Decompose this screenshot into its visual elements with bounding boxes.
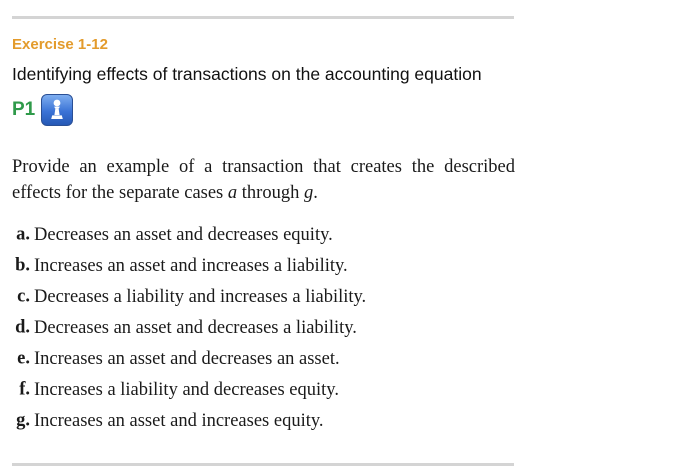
prompt-text-before: Provide an example of a transaction that creates the described effects for the separate cases <box>12 157 515 203</box>
list-item: d. Decreases an asset and decreases a liability. <box>15 317 357 338</box>
list-item: b. Increases an asset and increases a liability. <box>15 255 348 276</box>
learning-objective <box>12 94 73 126</box>
list-item: e. Increases an asset and decreases an asset. <box>17 348 340 369</box>
list-item: a. Decreases an asset and decreases equity. <box>16 224 333 245</box>
list-item: c. Decreases a liability and increases a liability. <box>17 286 367 307</box>
item-text: Increases an asset and increases equity. <box>34 411 324 431</box>
item-text: Decreases an asset and decreases a liability. <box>34 318 357 338</box>
objective-code: P1 <box>12 99 36 120</box>
list-item: f. Increases a liability and decreases equity. <box>19 379 339 400</box>
item-text: Increases a liability and decreases equity. <box>34 380 339 400</box>
item-text: Decreases a liability and increases a liability. <box>34 287 367 307</box>
prompt-case-start: a <box>227 183 238 203</box>
list-item: g. Increases an asset and increases equity. <box>16 410 324 431</box>
prompt-case-end: g <box>303 183 314 203</box>
item-text: Decreases an asset and decreases equity. <box>34 225 333 245</box>
exercise-title: Exercise 1-12 <box>12 36 108 53</box>
prompt-text-middle: through <box>237 183 304 203</box>
item-text: Increases an asset and increases a liability. <box>34 256 348 276</box>
exercise-subtitle: Identifying effects of transactions on the accounting equation <box>12 64 482 84</box>
top-divider <box>12 16 514 19</box>
pawn-chess-icon[interactable] <box>41 94 73 126</box>
bottom-divider <box>12 463 514 466</box>
prompt-text-after: . <box>313 183 318 203</box>
exercise-prompt <box>12 154 515 206</box>
pawn-chess-glyph <box>48 98 66 122</box>
item-text: Increases an asset and decreases an asset. <box>34 349 340 369</box>
case-list <box>0 220 366 437</box>
